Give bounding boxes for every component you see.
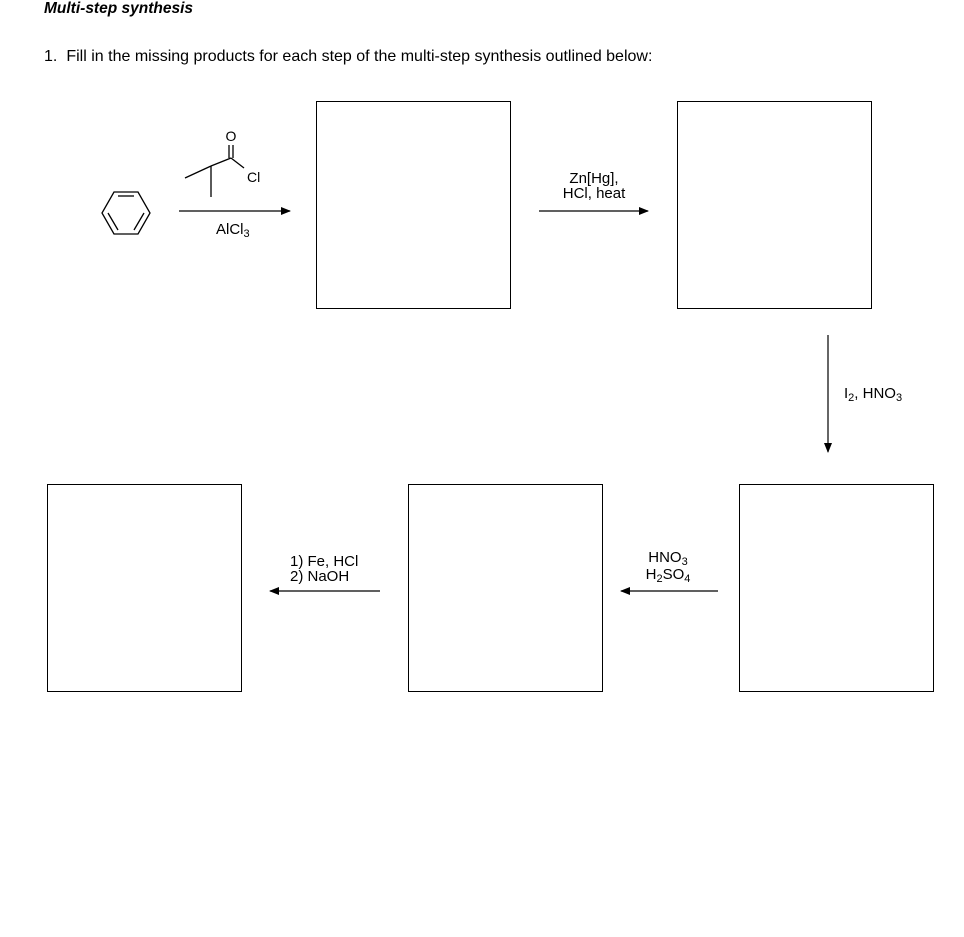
reagent-step-4-b: H [645,566,657,583]
reagent-step-4-line1 [630,549,706,568]
reagent-step-4-b-sub: 2 [656,573,663,585]
question-number: 1. [44,48,58,65]
oxygen-label: O [225,128,237,144]
reagent-step-5-line2: 2) NaOH [290,568,350,585]
reagent-step-3-b-sub: 3 [895,392,903,404]
reagent-step-2-line1: Zn[Hg], [569,170,619,187]
isobutyryl-chloride-structure [185,145,244,197]
reagent-step-3-b: , HNO [854,385,896,402]
reagent-step-1-sub: 3 [243,228,250,240]
reagent-step-4-c-sub: 4 [684,573,691,585]
reagent-step-4 [630,549,706,585]
reagent-step-3 [844,385,903,404]
reagent-step-3-a-sub: 2 [848,392,855,404]
reagent-step-4-a-sub: 3 [681,556,688,568]
reagent-step-4-a: HNO [648,549,682,566]
question-prompt: Fill in the missing products for each step of the multi-step synthesis outlined below: [66,48,653,65]
reagent-step-4-c: SO [662,566,685,583]
reagent-step-5-line1: 1) Fe, HCl [290,553,359,570]
reagent-step-1-text: AlCl [216,221,244,238]
reagent-step-4-line2 [630,566,706,585]
reagent-step-3-a: I [844,385,849,402]
chlorine-label: Cl [247,169,261,185]
reagent-step-5 [290,554,358,584]
section-title: Multi-step synthesis [44,0,193,17]
reagent-step-1 [216,221,250,240]
reagent-step-2-line2: HCl, heat [562,185,626,202]
reagent-step-2 [548,171,640,201]
benzene-structure [102,192,150,234]
